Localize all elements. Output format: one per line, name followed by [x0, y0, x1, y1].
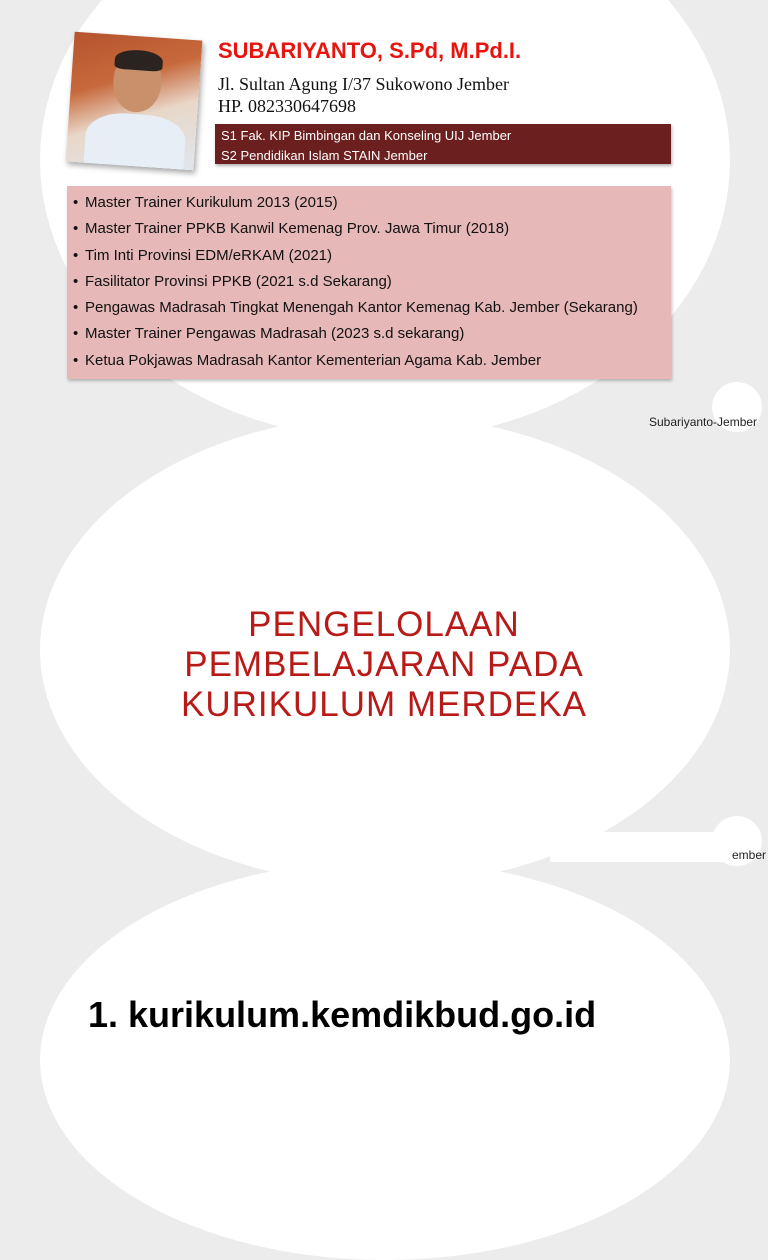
list-item: • Tim Inti Provinsi EDM/eRKAM (2021) — [75, 243, 663, 269]
list-item: • Ketua Pokjawas Madrasah Kantor Kementerian Agama Kab. Jember — [75, 348, 663, 374]
background-circle-bottom — [40, 860, 730, 1260]
title-line: PENGELOLAAN — [248, 605, 520, 644]
list-item: • Master Trainer Pengawas Madrasah (2023 s.d sekarang) — [75, 321, 663, 347]
list-item: • Pengawas Madrasah Tingkat Menengah Kantor Kemenag Kab. Jember (Sekarang) — [75, 295, 663, 321]
title-line: PEMBELAJARAN PADA — [184, 645, 584, 684]
list-item: • Master Trainer PPKB Kanwil Kemenag Prov. Jawa Timur (2018) — [75, 216, 663, 242]
profile-photo — [66, 32, 203, 171]
education-item: S2 Pendidikan Islam STAIN Jember — [221, 148, 428, 163]
footer-cover — [550, 832, 732, 862]
title-line: KURIKULUM MERDEKA — [181, 685, 587, 724]
profile-name: SUBARIYANTO, S.Pd, M.Pd.I. — [218, 38, 522, 63]
profile-contact — [218, 73, 509, 117]
slide-footer: Subariyanto-Jember — [649, 415, 758, 429]
slide-title — [0, 605, 768, 725]
list-item: • Master Trainer Kurikulum 2013 (2015) — [75, 190, 663, 216]
slide-footer: ember — [732, 848, 767, 862]
slide-heading: 1. kurikulum.kemdikbud.go.id — [88, 994, 597, 1035]
list-item: • Fasilitator Provinsi PPKB (2021 s.d Sekarang) — [75, 269, 663, 295]
roles-box — [67, 186, 671, 379]
education-item: S1 Fak. KIP Bimbingan dan Konseling UIJ Jember — [221, 128, 512, 143]
profile-address: Jl. Sultan Agung I/37 Sukowono Jember — [218, 74, 509, 94]
roles-list — [75, 190, 663, 374]
profile-phone: HP. 082330647698 — [218, 96, 357, 116]
education-box — [215, 124, 671, 164]
